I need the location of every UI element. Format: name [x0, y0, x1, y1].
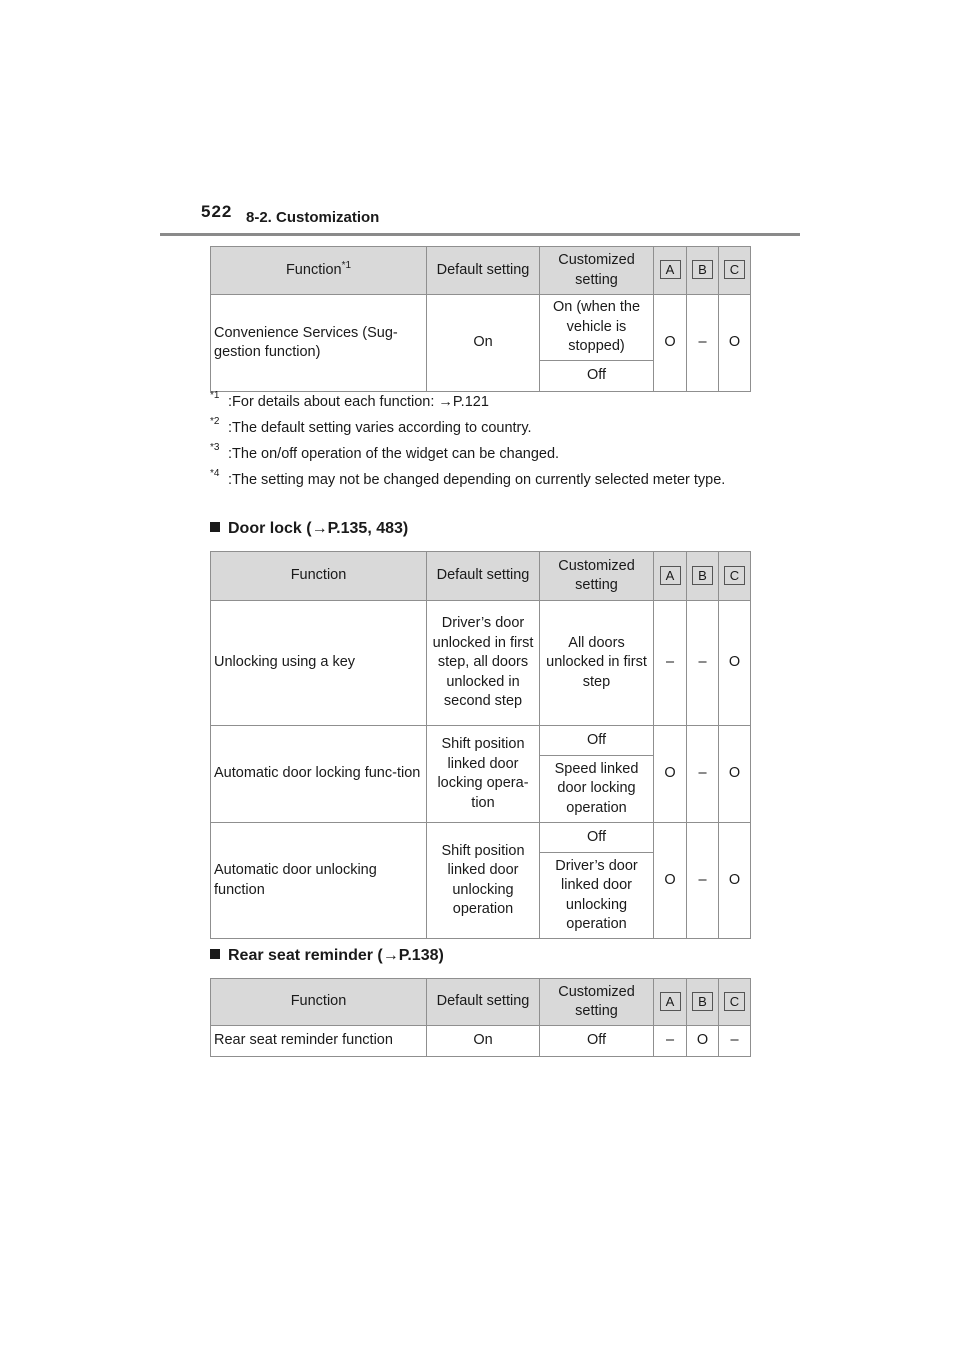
col-a: A: [654, 979, 687, 1026]
function-cell: Unlocking using a key: [211, 601, 427, 726]
col-c: C: [719, 552, 751, 601]
rear-seat-heading: Rear seat reminder (→P.138): [210, 947, 444, 965]
col-b: B: [687, 552, 719, 601]
function-cell: Convenience Services (Sug-gestion function): [211, 295, 427, 392]
default-cell: Driver’s door unlocked in first step, all doors unlocked in second step: [427, 601, 540, 726]
custom-cell: Speed linked door locking operation: [540, 756, 654, 823]
col-customized-setting: Customized setting: [540, 247, 654, 295]
section-title: 8-2. Customization: [246, 209, 380, 226]
b-cell: –: [687, 295, 719, 392]
a-cell: –: [654, 1026, 687, 1057]
table-header-row: [211, 247, 751, 295]
table-row: [211, 601, 751, 726]
col-b: B: [687, 979, 719, 1026]
square-bullet-icon: [210, 949, 220, 959]
col-function: Function: [211, 979, 427, 1026]
footnote: $^{*2}$ :The default setting varies according to country.: [210, 416, 532, 436]
custom-cell: On (when the vehicle is stopped): [540, 295, 654, 361]
b-cell: –: [687, 726, 719, 823]
col-c: C: [719, 979, 751, 1026]
col-b: B: [687, 247, 719, 295]
custom-cell: Off: [540, 726, 654, 756]
b-cell: O: [687, 1026, 719, 1057]
custom-cell: Off: [540, 1026, 654, 1057]
col-function: Function$^{*1}$: [211, 247, 427, 295]
custom-cell: Off: [540, 361, 654, 392]
c-cell: O: [719, 601, 751, 726]
table-header-row: [211, 552, 751, 601]
function-cell: Rear seat reminder function: [211, 1026, 427, 1057]
a-cell: O: [654, 823, 687, 939]
col-a: A: [654, 247, 687, 295]
rear-seat-table: [210, 978, 751, 1057]
footnote: $^{*3}$ :The on/off operation of the widget can be changed.: [210, 442, 560, 462]
a-cell: –: [654, 601, 687, 726]
default-cell: Shift position linked door unlocking operation: [427, 823, 540, 939]
col-default-setting: Default setting: [427, 979, 540, 1026]
footnote-ref: *1: [341, 259, 352, 271]
function-cell: Automatic door locking func-tion: [211, 726, 427, 823]
table-row: [211, 726, 751, 756]
table-header-row: [211, 979, 751, 1026]
custom-cell: Driver’s door linked door unlocking operation: [540, 853, 654, 939]
col-c: C: [719, 247, 751, 295]
c-cell: O: [719, 295, 751, 392]
function-cell: Automatic door unlocking function: [211, 823, 427, 939]
door-lock-heading: Door lock (→P.135, 483): [210, 520, 408, 538]
footnote: $^{*4}$ :The setting may not be changed depending on currently selected meter type.: [210, 468, 726, 488]
square-bullet-icon: [210, 522, 220, 532]
table-row: [211, 1026, 751, 1057]
default-cell: On: [427, 295, 540, 392]
custom-cell: Off: [540, 823, 654, 853]
c-cell: –: [719, 1026, 751, 1057]
c-cell: O: [719, 726, 751, 823]
page-number: 522: [201, 202, 233, 221]
footnote: $^{*1}$ :For details about each function: →P.121: [210, 390, 489, 410]
footnotes: [210, 392, 770, 496]
col-default-setting: Default setting: [427, 247, 540, 295]
col-a: A: [654, 552, 687, 601]
col-default-setting: Default setting: [427, 552, 540, 601]
custom-cell: All doors unlocked in first step: [540, 601, 654, 726]
col-customized-setting: Customized setting: [540, 979, 654, 1026]
a-cell: O: [654, 295, 687, 392]
table-row: [211, 295, 751, 361]
door-lock-table: [210, 551, 751, 939]
b-cell: –: [687, 823, 719, 939]
header-rule: [160, 233, 800, 236]
table-row: [211, 823, 751, 853]
col-customized-setting: Customized setting: [540, 552, 654, 601]
a-cell: O: [654, 726, 687, 823]
col-function: Function: [211, 552, 427, 601]
convenience-services-table: [210, 246, 751, 392]
default-cell: Shift position linked door locking opera-tion: [427, 726, 540, 823]
page-header: [160, 200, 800, 236]
b-cell: –: [687, 601, 719, 726]
default-cell: On: [427, 1026, 540, 1057]
c-cell: O: [719, 823, 751, 939]
